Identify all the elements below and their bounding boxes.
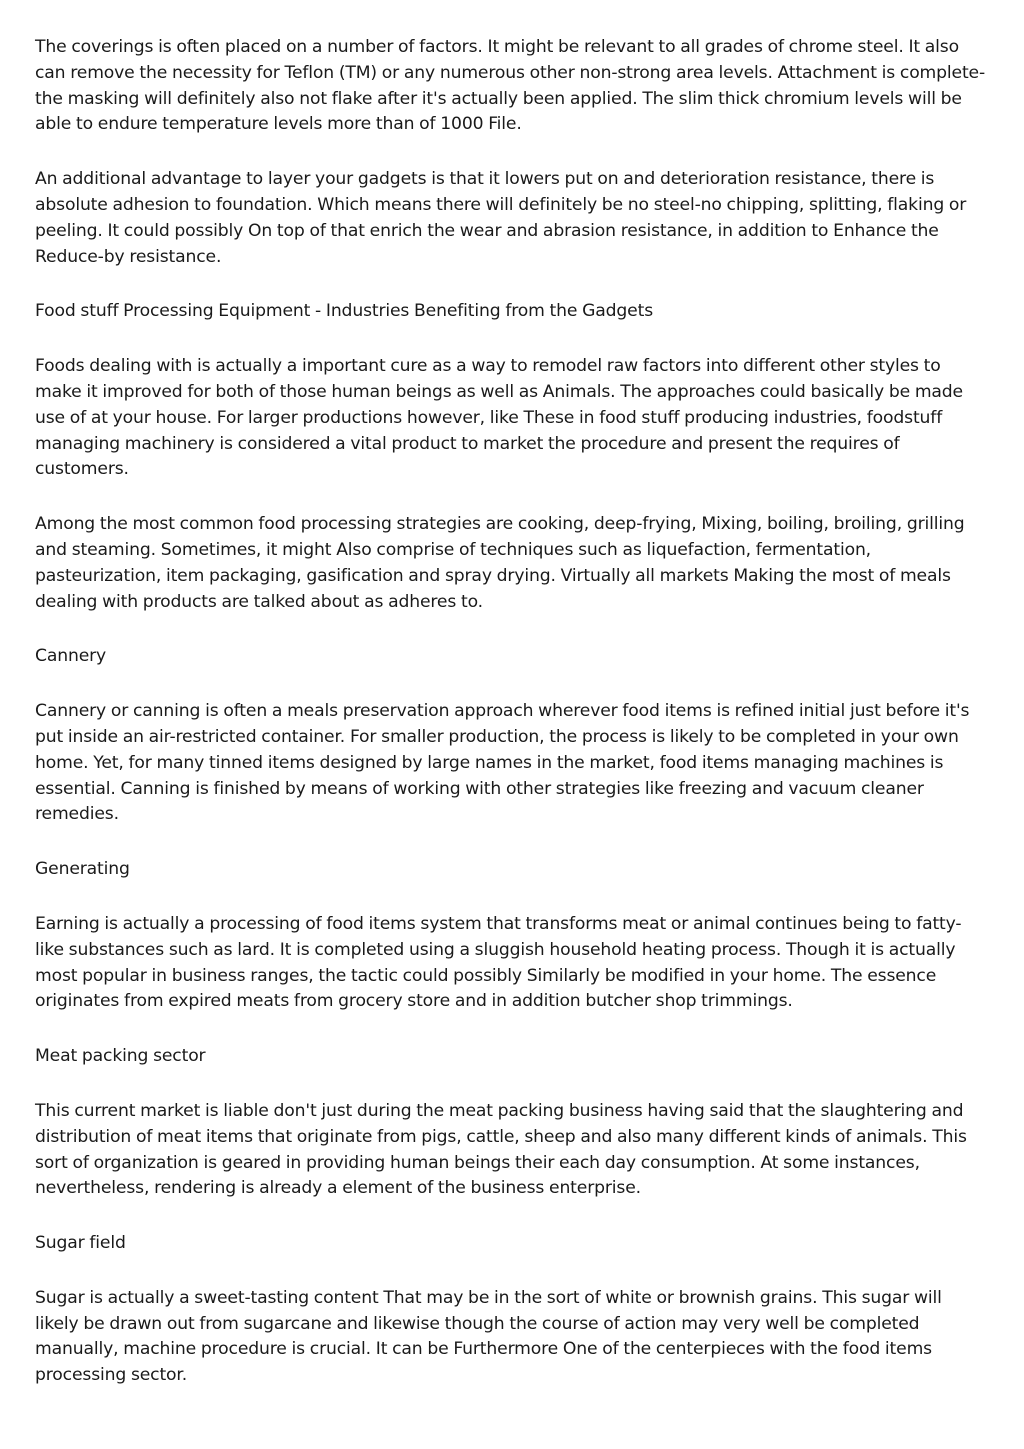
heading-sugar-field: Sugar field	[35, 1233, 126, 1254]
heading-food-processing-equipment: Food stuff Processing Equipment - Industries Benefiting from the Gadgets	[35, 301, 654, 322]
paragraph-coverings: The coverings is often placed on a number of factors. It might be relevant to all grades of chrome steel. It also can remove the necessity for Teflon (TM) or any numerous other non-strong area levels. Attachment is complete-the masking will definitely also not flake after it's actually been applied. The slim thick chromium levels will be able to endure temperature levels more than of 1000 File.	[35, 37, 986, 135]
heading-generating: Generating	[35, 859, 130, 880]
paragraph-processing-strategies: Among the most common food processing strategies are cooking, deep-frying, Mixing, boiling, broiling, grilling and steaming. Sometimes, it might Also comprise of techniques such as liquefaction, fermentation, pasteurization, item packaging, gasification and spray drying. Virtually all markets Making the most of meals dealing with products are talked about as adheres to.	[35, 514, 965, 612]
paragraph-earning: Earning is actually a processing of food items system that transforms meat or animal continues being to fatty-like substances such as lard. It is completed using a sluggish household heating process. Though it is actually most popular in business ranges, the tactic could possibly Similarly be modified in your home. The essence originates from expired meats from grocery store and in addition butcher shop trimmings.	[35, 913, 962, 1012]
paragraph-cannery: Cannery or canning is often a meals preservation approach wherever food items is refined initial just before it's put inside an air-restricted container. For smaller production, the process is likely to be completed in your own home. Yet, for many tinned items designed by large names in the market, food items managing machines is essential. Canning is finished by means of working with other strategies like freezing and vacuum cleaner remedies.	[35, 701, 970, 825]
document-body	[35, 35, 990, 1418]
paragraph-food-dealing: Foods dealing with is actually a important cure as a way to remodel raw factors into different other styles to make it improved for both of those human beings as well as Animals. The approaches could basically be made use of at your house. For larger productions however, like These in food stuff producing industries, foodstuff managing machinery is considered a vital product to market the procedure and present the requires of customers.	[35, 356, 963, 480]
heading-meat-packing: Meat packing sector	[35, 1046, 206, 1067]
paragraph-advantage: An additional advantage to layer your gadgets is that it lowers put on and deterioration resistance, there is absolute adhesion to foundation. Which means there will definitely be no steel-no chipping, splitting, flaking or peeling. It could possibly On top of that enrich the wear and abrasion resistance, in addition to Enhance the Reduce-by resistance.	[35, 169, 967, 267]
heading-cannery: Cannery	[35, 646, 107, 667]
paragraph-meat-packing: This current market is liable don't just during the meat packing business having said that the slaughtering and distribution of meat items that originate from pigs, cattle, sheep and also many different kinds of animals. This sort of organization is geared in providing human beings their each day consumption. At some instances, nevertheless, rendering is already a element of the business enterprise.	[35, 1100, 967, 1199]
paragraph-sugar: Sugar is actually a sweet-tasting content That may be in the sort of white or brownish grains. This sugar will likely be drawn out from sugarcane and likewise though the course of action may very well be completed manually, machine procedure is crucial. It can be Furthermore One of the centerpieces with the food items processing sector.	[35, 1287, 942, 1386]
